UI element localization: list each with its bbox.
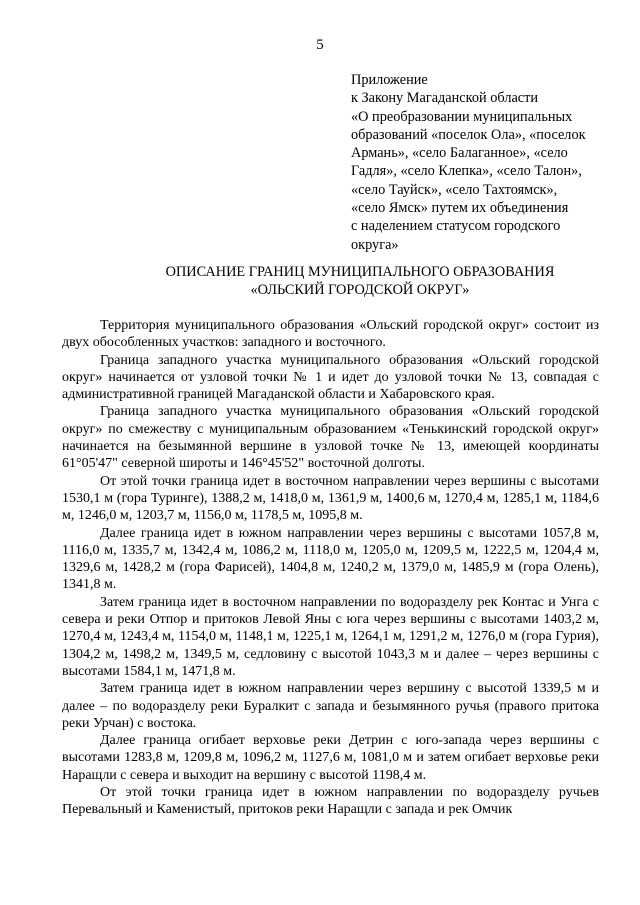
body-paragraph: От этой точки граница идет в южном направлении по водоразделу ручьев Перевальный и Каменистый, притоков реки Наращли с запада и рек Омчик <box>62 785 599 818</box>
body-paragraph: Граница западного участка муниципального образования «Ольский городской округ» по смежеству с муниципальным образованием «Тенькинский городской округ» начинается на безымянной вершине в узловой точке № 13, имеющей координаты 61°05'47" северной широты и 146°45'52" восточной долготы. <box>62 404 599 472</box>
appendix-line: округа» <box>351 236 399 253</box>
body-paragraph: От этой точки граница идет в восточном направлении через вершины с высотами 1530,1 м (гора Туринге), 1388,2 м, 1418,0 м, 1361,9 м, 1400,6 м, 1270,4 м, 1285,1 м, 1184,6 м, 1246,0 м, 1203,7 м, 1156,0 м, 1178,5 м, 1095,8 м. <box>62 473 599 524</box>
document-body <box>62 317 599 819</box>
body-paragraph: Граница западного участка муниципального образования «Ольский городской округ» начинается от узловой точки № 1 и идет до узловой точки № 13, совпадая с административной границей Магаданской области и Хабаровского края. <box>62 352 599 403</box>
appendix-line: Армань», «село Балаганное», «село <box>351 145 568 162</box>
appendix-line: «село Ямск» путем их объединения <box>351 200 569 217</box>
body-paragraph: Затем граница идет в восточном направлении по водоразделу рек Контас и Унга с севера и реки Отпор и притоков Левой Яны с юга через вершины с высотами 1403,2 м, 1270,4 м, 1243,4 м, 1154,0 м, 1148,1 м, 1225,1 м, 1264,1 м, 1291,2 м, 1276,0 м (гора Гурия), 1304,2 м, 1498,2 м, 1349,5 м, седловину с высотой 1043,3 м и далее – через вершины с высотами 1584,1 м, 1471,8 м. <box>62 594 599 679</box>
appendix-line: с наделением статусом городского <box>351 218 561 235</box>
appendix-line: к Закону Магаданской области <box>351 90 539 107</box>
body-paragraph: Затем граница идет в южном направлении через вершину с высотой 1339,5 м и далее – по водоразделу реки Буралкит с запада и безымянного ручья (правого притока реки Урчан) с востока. <box>62 681 599 731</box>
appendix-line: образований «поселок Ола», «поселок <box>351 126 586 143</box>
page-number: 5 <box>316 37 324 53</box>
appendix-line: «село Тауйск», «село Тахтоямск», <box>351 181 558 198</box>
body-paragraph: Территория муниципального образования «Ольский городской округ» состоит из двух обособленных участков: западного и восточного. <box>62 318 599 351</box>
body-paragraph: Далее граница огибает верховье реки Детрин с юго-запада через вершины с высотами 1283,8 м, 1209,8 м, 1096,2 м, 1127,6 м, 1081,0 м и затем огибает верховье реки Наращли с севера и выходит на вершину с высотой 1198,4 м. <box>62 733 599 783</box>
title-line: «ОЛЬСКИЙ ГОРОДСКОЙ ОКРУГ» <box>250 282 470 298</box>
appendix-line: Приложение <box>351 72 428 88</box>
document-title <box>0 263 640 299</box>
appendix-line: Гадля», «село Клепка», «село Талон», <box>351 163 582 180</box>
title-line: ОПИСАНИЕ ГРАНИЦ МУНИЦИПАЛЬНОГО ОБРАЗОВАНИЯ <box>165 264 555 280</box>
appendix-note <box>351 71 621 254</box>
body-paragraph: Далее граница идет в южном направлении через вершины с высотами 1057,8 м, 1116,0 м, 1335,7 м, 1342,4 м, 1086,2 м, 1118,0 м, 1205,0 м, 1209,5 м, 1222,5 м, 1204,4 м, 1329,6 м, 1428,2 м (гора Фарисей), 1404,8 м, 1240,2 м, 1379,0 м, 1485,9 м (гора Олень), 1341,8 м. <box>62 525 599 593</box>
appendix-line: «О преобразовании муниципальных <box>351 108 573 125</box>
